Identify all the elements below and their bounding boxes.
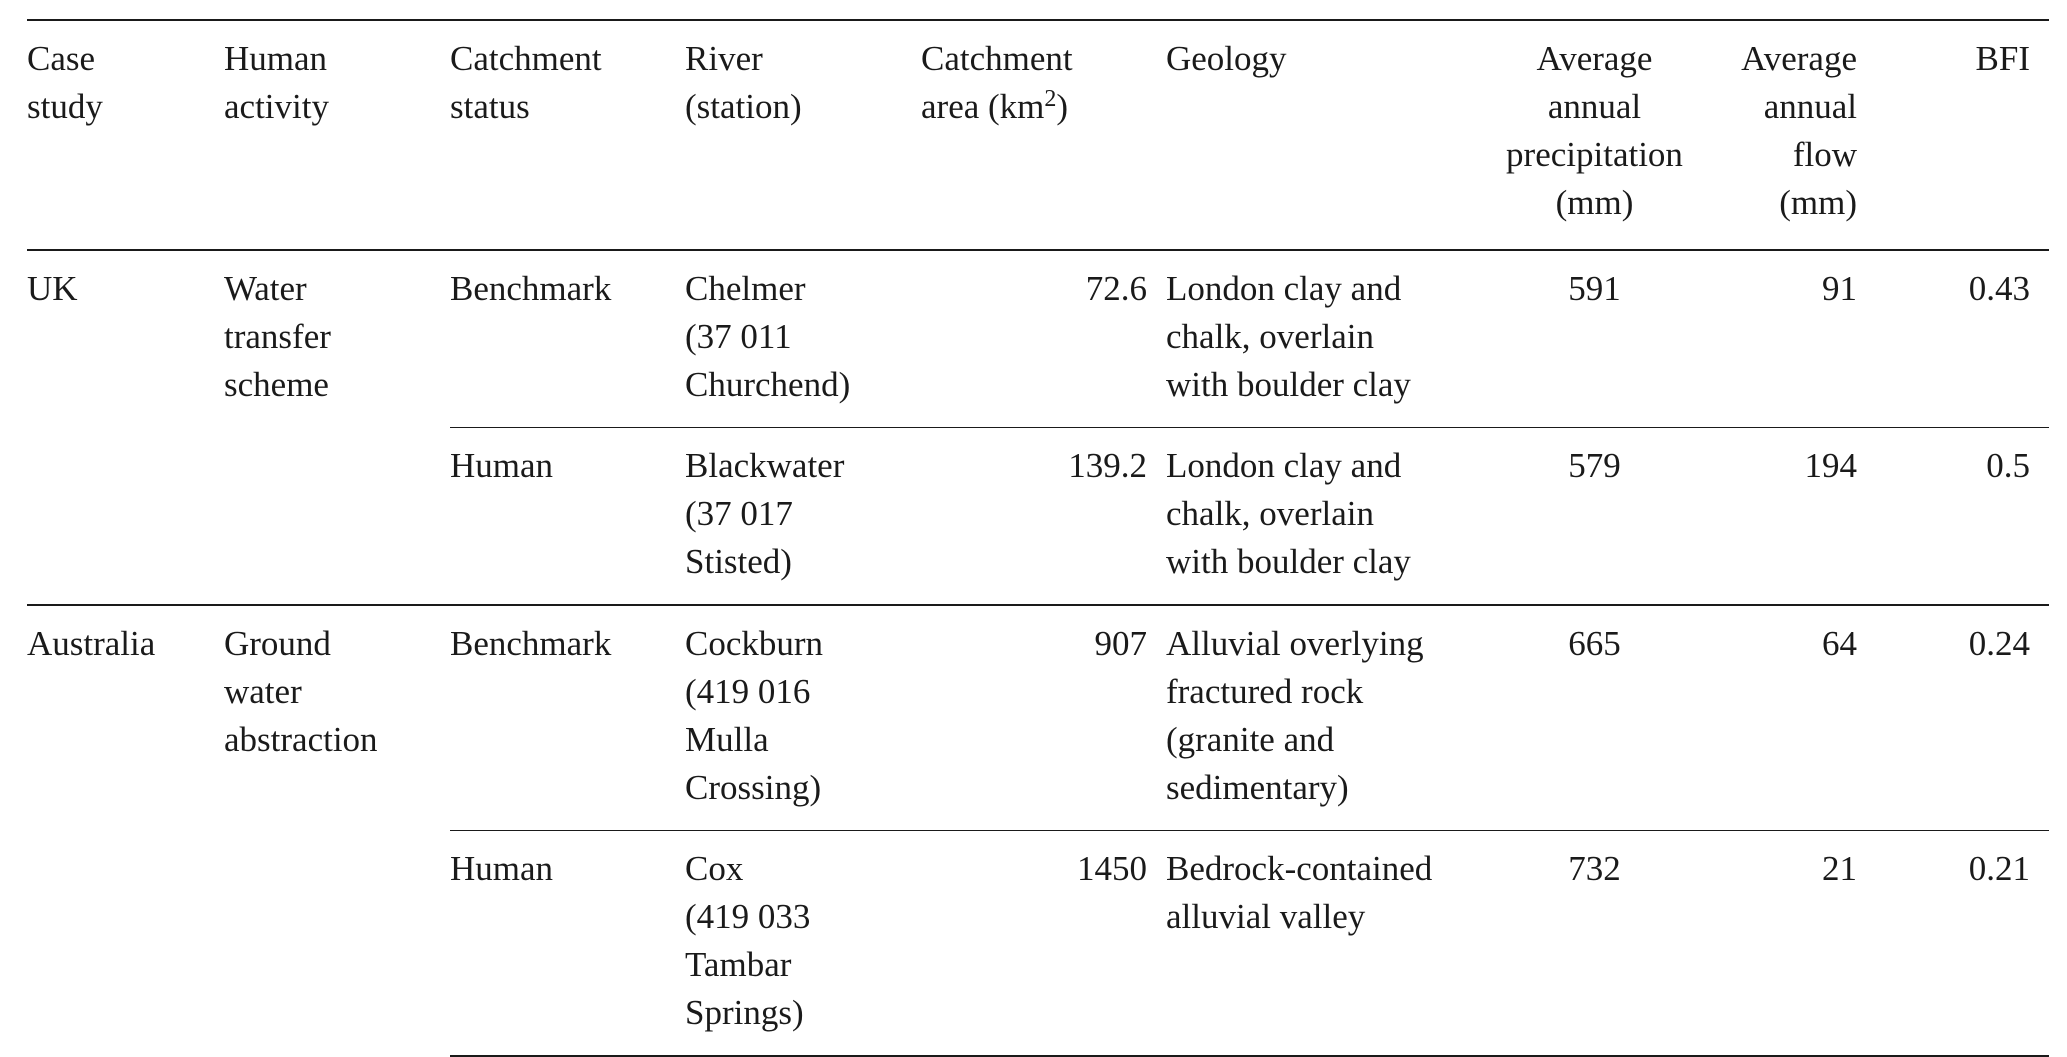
catchment-area-cell: 139.2 xyxy=(921,428,1147,606)
catchment-status-cell: Benchmark xyxy=(450,605,685,831)
catchment-area-cell: 72.6 xyxy=(1085,269,1147,308)
header-catchment-area: Catchment area $(km^2)$ xyxy=(921,39,1073,126)
precipitation-cell: 665 xyxy=(1497,605,1692,831)
header-average-annual-flow: Average annual flow (mm) xyxy=(1741,39,1857,222)
catchment-table xyxy=(27,19,2049,1057)
catchment-area-cell: 1450 xyxy=(921,831,1147,1057)
river-station-cell: Blackwater (37 017 Stisted) xyxy=(685,428,921,606)
precipitation-cell: 591 xyxy=(1568,269,1621,308)
bfi-cell: 0.43 xyxy=(1968,269,2030,308)
header-catchment-status: Catchment status xyxy=(450,39,602,126)
geology-cell: London clay and chalk, overlain with boulder clay xyxy=(1147,428,1497,606)
precipitation-cell: 579 xyxy=(1497,428,1692,606)
flow-cell: 194 xyxy=(1692,428,1876,606)
header-average-annual-precipitation: Average annual precipitation (mm) xyxy=(1506,39,1683,222)
river-station-cell: Cockburn (419 016 Mulla Crossing) xyxy=(685,605,921,831)
catchment-area-cell: 907 xyxy=(921,605,1147,831)
header-river-station: River (station) xyxy=(685,39,802,126)
river-station-cell: Cox (419 033 Tambar Springs) xyxy=(685,831,921,1057)
geology-cell: Alluvial overlying fractured rock (granite and sedimentary) xyxy=(1147,605,1497,831)
catchment-status-cell: Benchmark xyxy=(450,269,612,308)
header-bfi: BFI xyxy=(1975,39,2030,78)
human-activity-cell: Water transfer scheme xyxy=(224,269,331,404)
table-row xyxy=(27,605,2049,831)
catchment-table-wrapper xyxy=(27,19,2049,1057)
header-row xyxy=(27,20,2049,250)
catchment-status-cell: Human xyxy=(450,831,685,1057)
precipitation-cell: 732 xyxy=(1497,831,1692,1057)
catchment-status-cell: Human xyxy=(450,428,685,606)
header-case-study: Case study xyxy=(27,39,103,126)
table-row xyxy=(27,250,2049,428)
human-activity-cell: Ground water abstraction xyxy=(224,605,450,1056)
case-study-cell: UK xyxy=(27,269,78,308)
bfi-cell: 0.24 xyxy=(1876,605,2049,831)
case-study-cell: Australia xyxy=(27,605,224,1056)
geology-cell: London clay and chalk, overlain with boulder clay xyxy=(1166,269,1411,404)
header-geology: Geology xyxy=(1166,39,1287,78)
header-human-activity: Human activity xyxy=(224,39,329,126)
river-station-cell: Chelmer (37 011 Churchend) xyxy=(685,269,851,404)
geology-cell: Bedrock-contained alluvial valley xyxy=(1147,831,1497,1057)
bfi-cell: 0.5 xyxy=(1876,428,2049,606)
flow-cell: 91 xyxy=(1822,269,1857,308)
flow-cell: 21 xyxy=(1692,831,1876,1057)
flow-cell: 64 xyxy=(1692,605,1876,831)
bfi-cell: 0.21 xyxy=(1876,831,2049,1057)
